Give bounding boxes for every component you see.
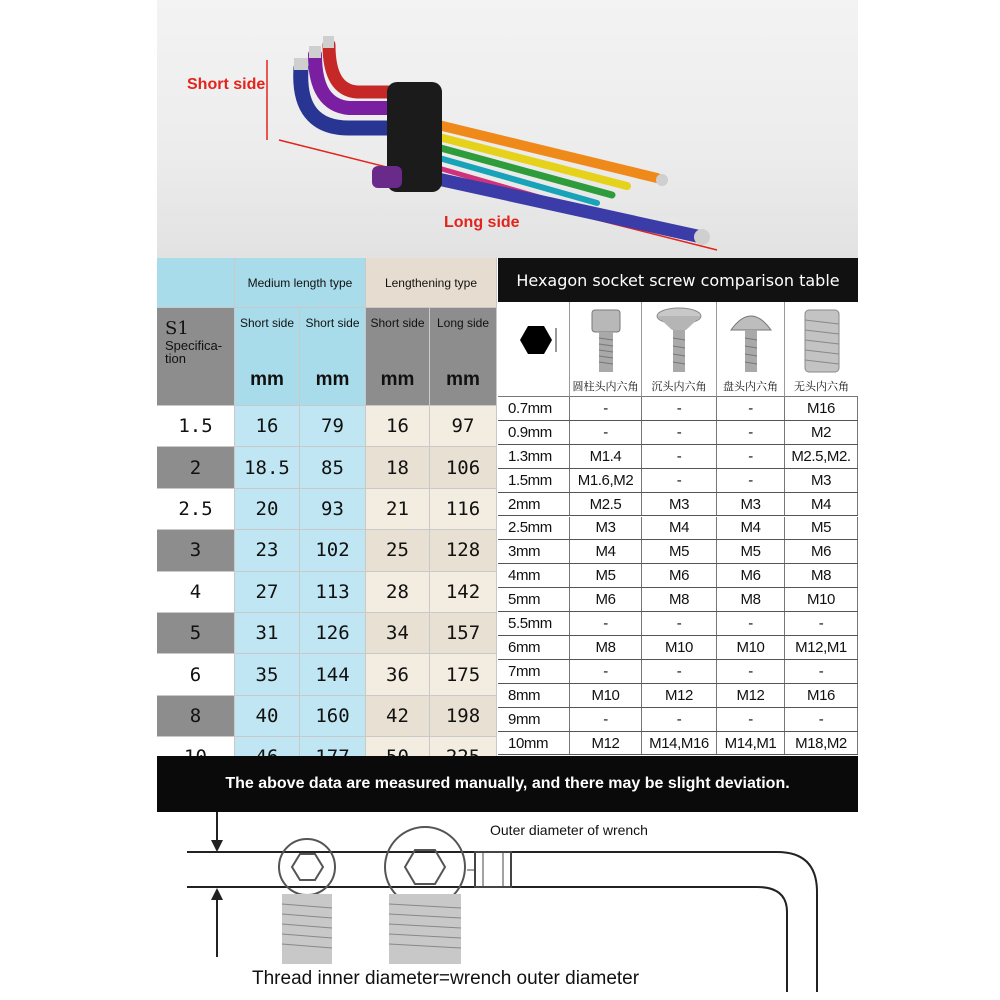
countersunk-cell: M12	[642, 684, 717, 707]
hex-size-cell: 7mm	[498, 660, 570, 683]
set-screw-cell: M4	[785, 493, 858, 516]
lengthening-long-cell: 116	[430, 489, 497, 530]
countersunk-cell: M8	[642, 588, 717, 611]
set-screw-cell: M2	[785, 421, 858, 444]
countersunk-screw-label: 沉头内六角	[651, 380, 707, 393]
socket-cap-cell: -	[570, 612, 642, 635]
table-row	[498, 660, 858, 684]
button-head-cell: -	[717, 708, 785, 731]
lengthening-long-cell: 175	[430, 654, 497, 695]
button-head-cell: -	[717, 421, 785, 444]
lengthening-long-cell: 198	[430, 696, 497, 737]
medium-long-cell: 144	[300, 654, 366, 695]
set-screw-label: 无头内六角	[794, 380, 849, 393]
socket-cap-cell: -	[570, 421, 642, 444]
table-row	[498, 421, 858, 445]
button-head-cell: -	[717, 397, 785, 420]
socket-cap-screw-col	[570, 302, 642, 397]
socket-cap-cell: M2.5	[570, 493, 642, 516]
hex-size-cell: 3mm	[498, 540, 570, 563]
medium-short-cell: 40	[235, 696, 300, 737]
countersunk-cell: M5	[642, 540, 717, 563]
product-infographic	[157, 0, 858, 1000]
button-head-cell: M12	[717, 684, 785, 707]
countersunk-cell: M14,M16	[642, 732, 717, 755]
socket-cap-cell: M1.4	[570, 445, 642, 468]
countersunk-cell: -	[642, 660, 717, 683]
button-head-screw-icon	[717, 302, 785, 382]
set-screw-cell: M16	[785, 684, 858, 707]
medium-long-cell: 102	[300, 530, 366, 571]
socket-cap-cell: M6	[570, 588, 642, 611]
hex-size-cell: 0.9mm	[498, 421, 570, 444]
lengthening-short-cell: 34	[366, 613, 430, 654]
table-row	[498, 636, 858, 660]
hex-size-header	[498, 302, 570, 397]
countersunk-cell: -	[642, 445, 717, 468]
socket-cap-cell: M1.6,M2	[570, 469, 642, 492]
button-head-cell: M3	[717, 493, 785, 516]
countersunk-cell: M10	[642, 636, 717, 659]
table-row	[157, 654, 497, 695]
table-row	[498, 493, 858, 517]
hex-size-cell: 1.3mm	[498, 445, 570, 468]
medium-long-cell: 79	[300, 406, 366, 447]
set-screw-cell: -	[785, 660, 858, 683]
lengthening-short-cell: 28	[366, 572, 430, 613]
lengthening-long-cell: 97	[430, 406, 497, 447]
long-side-text: Short side	[305, 316, 360, 330]
set-screw-cell: M18,M2	[785, 732, 858, 755]
countersunk-cell: M4	[642, 517, 717, 540]
thread-formula-label: Thread inner diameter=wrench outer diameter	[252, 968, 640, 989]
header-corner	[157, 258, 235, 308]
thread-diameter-diagram	[157, 812, 858, 1000]
set-screw-cell: M16	[785, 397, 858, 420]
unit-mm: mm	[380, 369, 415, 390]
medium-short-cell: 35	[235, 654, 300, 695]
set-screw-cell: M2.5,M2.	[785, 445, 858, 468]
socket-cap-cell: -	[570, 397, 642, 420]
table-row	[157, 489, 497, 530]
hexagon-icon	[498, 302, 570, 397]
spec-cell: 3	[157, 530, 235, 571]
button-head-cell: M10	[717, 636, 785, 659]
hex-size-cell: 0.7mm	[498, 397, 570, 420]
table-row	[498, 445, 858, 469]
table-row	[498, 708, 858, 732]
socket-cap-cell: M12	[570, 732, 642, 755]
button-head-cell: -	[717, 612, 785, 635]
spec-header	[157, 308, 235, 406]
set-screw-cell: M6	[785, 540, 858, 563]
medium-short-cell: 20	[235, 489, 300, 530]
socket-cap-cell: M4	[570, 540, 642, 563]
medium-short-cell: 16	[235, 406, 300, 447]
table-row	[157, 447, 497, 488]
set-screw-cell: -	[785, 708, 858, 731]
countersunk-cell: -	[642, 397, 717, 420]
short-side-label: Short side	[187, 76, 266, 93]
table-row	[157, 613, 497, 654]
set-screw-cell: M8	[785, 564, 858, 587]
medium-long-cell: 126	[300, 613, 366, 654]
countersunk-screw-col	[642, 302, 717, 397]
hex-size-cell: 6mm	[498, 636, 570, 659]
button-head-cell: M5	[717, 540, 785, 563]
short-side-text: Short side	[370, 316, 425, 330]
countersunk-cell: M6	[642, 564, 717, 587]
hex-size-cell: 8mm	[498, 684, 570, 707]
table-row	[498, 564, 858, 588]
button-head-cell: -	[717, 469, 785, 492]
medium-short-cell: 27	[235, 572, 300, 613]
hex-size-cell: 9mm	[498, 708, 570, 731]
lengthening-short-cell: 16	[366, 406, 430, 447]
lengthening-short-cell: 21	[366, 489, 430, 530]
m-long-header	[300, 308, 366, 406]
hex-size-cell: 1.5mm	[498, 469, 570, 492]
spec-cell: 2.5	[157, 489, 235, 530]
socket-cap-cell: M5	[570, 564, 642, 587]
screw-comparison-table	[498, 258, 858, 755]
lengthening-short-cell: 36	[366, 654, 430, 695]
hex-size-cell: 2mm	[498, 493, 570, 516]
socket-cap-cell: M10	[570, 684, 642, 707]
lengthening-short-cell: 18	[366, 447, 430, 488]
countersunk-cell: -	[642, 612, 717, 635]
spec-cell: 6	[157, 654, 235, 695]
header-lengthening: Lengthening type	[366, 258, 497, 308]
countersunk-cell: -	[642, 469, 717, 492]
socket-cap-cell: M3	[570, 517, 642, 540]
socket-cap-screw-icon	[570, 302, 642, 382]
table-row	[498, 517, 858, 541]
screw-type-header	[498, 302, 858, 397]
button-head-screw-label: 盘头内六角	[723, 380, 778, 393]
lengthening-long-cell: 142	[430, 572, 497, 613]
unit-mm: mm	[315, 369, 350, 390]
hex-key-set-photo	[157, 0, 858, 258]
socket-cap-screw-label: 圆柱头内六角	[572, 380, 639, 393]
medium-short-cell: 23	[235, 530, 300, 571]
socket-cap-cell: M8	[570, 636, 642, 659]
socket-cap-cell: -	[570, 708, 642, 731]
countersunk-cell: M3	[642, 493, 717, 516]
countersunk-cell: -	[642, 708, 717, 731]
l-short-header	[366, 308, 430, 406]
table-row	[157, 572, 497, 613]
table-title: Hexagon socket screw comparison table	[498, 258, 858, 302]
spec-cell: 4	[157, 572, 235, 613]
hex-size-cell: 5mm	[498, 588, 570, 611]
outer-diameter-label: Outer diameter of wrench	[490, 822, 648, 838]
table-row	[498, 732, 858, 756]
medium-long-cell: 113	[300, 572, 366, 613]
medium-long-cell: 85	[300, 447, 366, 488]
measurement-note: The above data are measured manually, and there may be slight deviation.	[157, 756, 858, 812]
table-row	[498, 397, 858, 421]
countersunk-screw-icon	[642, 302, 717, 382]
set-screw-cell: M3	[785, 469, 858, 492]
table-row	[498, 469, 858, 493]
hex-size-cell: 10mm	[498, 732, 570, 755]
long-side-label: Long side	[444, 214, 520, 231]
hex-size-cell: 2.5mm	[498, 517, 570, 540]
button-head-cell: M6	[717, 564, 785, 587]
lengthening-short-cell: 42	[366, 696, 430, 737]
unit-mm: mm	[250, 369, 284, 390]
set-screw-cell: -	[785, 612, 858, 635]
button-head-cell: -	[717, 660, 785, 683]
button-head-cell: M14,M1	[717, 732, 785, 755]
spec-s1: S1	[165, 318, 189, 339]
table-row	[157, 696, 497, 737]
button-head-screw-col	[717, 302, 785, 397]
lengthening-long-cell: 157	[430, 613, 497, 654]
table-header-row	[157, 258, 497, 308]
unit-mm: mm	[446, 369, 480, 390]
table-row	[157, 406, 497, 447]
lengthening-short-cell: 25	[366, 530, 430, 571]
spec-cell: 2	[157, 447, 235, 488]
socket-cap-cell: -	[570, 660, 642, 683]
spec-cell: 8	[157, 696, 235, 737]
button-head-cell: -	[717, 445, 785, 468]
l-long-header	[430, 308, 497, 406]
medium-short-cell: 18.5	[235, 447, 300, 488]
hex-size-cell: 4mm	[498, 564, 570, 587]
table-subheader-row	[157, 308, 497, 406]
table-row	[157, 530, 497, 571]
short-side-text: Short side	[239, 316, 295, 330]
medium-long-cell: 93	[300, 489, 366, 530]
spec-label: Specifica-tion	[165, 338, 223, 366]
set-screw-cell: M10	[785, 588, 858, 611]
m-short-header	[235, 308, 300, 406]
set-screw-cell: M12,M1	[785, 636, 858, 659]
countersunk-cell: -	[642, 421, 717, 444]
wrench-length-table	[157, 258, 497, 755]
medium-long-cell: 160	[300, 696, 366, 737]
set-screw-cell: M5	[785, 517, 858, 540]
medium-short-cell: 31	[235, 613, 300, 654]
hex-size-cell: 5.5mm	[498, 612, 570, 635]
table-row	[498, 588, 858, 612]
spec-cell: 1.5	[157, 406, 235, 447]
spec-cell: 5	[157, 613, 235, 654]
table-row	[498, 612, 858, 636]
long-side-text: Long side	[436, 316, 490, 330]
button-head-cell: M4	[717, 517, 785, 540]
header-medium-length: Medium length type	[235, 258, 366, 308]
button-head-cell: M8	[717, 588, 785, 611]
lengthening-long-cell: 106	[430, 447, 497, 488]
set-screw-icon	[785, 302, 858, 382]
set-screw-col	[785, 302, 858, 397]
table-row	[498, 684, 858, 708]
lengthening-long-cell: 128	[430, 530, 497, 571]
table-row	[498, 540, 858, 564]
